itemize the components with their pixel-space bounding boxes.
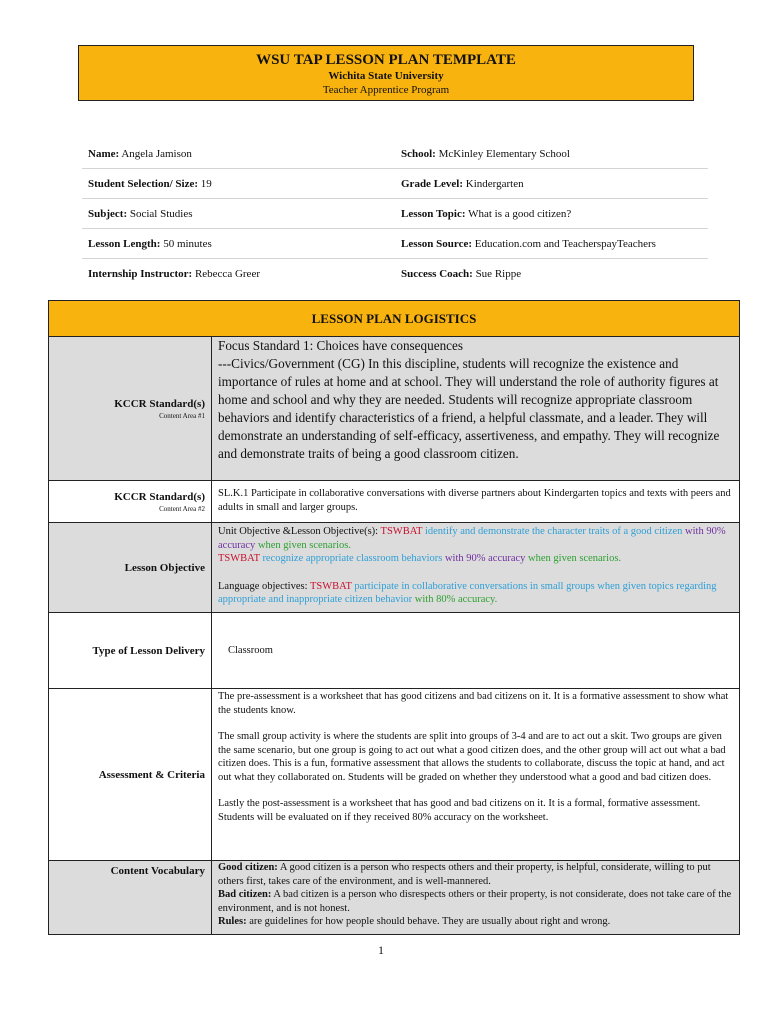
name-value: Angela Jamison (121, 147, 192, 160)
assessment-pre: The pre-assessment is a worksheet that has good citizens and bad citizens on it. It is a formative assessment to show what the students know. (218, 691, 729, 716)
name-label: Name: (88, 147, 120, 160)
kccr2-label-cell (49, 481, 212, 522)
kccr2-sub: Content Area #2 (159, 504, 205, 513)
vocab-term: Good citizen: (218, 862, 278, 873)
info-row (82, 259, 708, 288)
grade-label: Grade Level: (401, 177, 464, 190)
delivery-label: Type of Lesson Delivery (92, 644, 205, 657)
obj-text: Language objectives: (218, 580, 310, 592)
info-row (82, 199, 708, 229)
assessment-content (212, 689, 739, 860)
obj-behavior: recognize appropriate classroom behaviors (259, 553, 443, 564)
obj-behavior: identify and demonstrate the character traits of a good citizen (422, 526, 683, 537)
source-label: Lesson Source: (401, 237, 472, 250)
objective-lesson (218, 552, 734, 566)
coach-label: Success Coach: (401, 267, 473, 280)
objective-content (212, 523, 739, 612)
content-vocabulary-row (49, 861, 739, 934)
obj-tswbat: TSWBAT (218, 553, 260, 564)
page-number: 1 (378, 943, 384, 957)
logistics-table (48, 300, 740, 935)
assessment-row (49, 689, 739, 861)
document-title: WSU TAP LESSON PLAN TEMPLATE (256, 52, 516, 68)
obj-criteria: with 90% accuracy (218, 526, 726, 551)
objective-label: Lesson Objective (124, 561, 205, 574)
kccr1-content (212, 337, 739, 480)
instructor-value: Rebecca Greer (194, 267, 260, 280)
kccr-standard-2-row (49, 481, 739, 523)
lesson-delivery-row (49, 613, 739, 689)
kccr2-content: SL.K.1 Participate in collaborative conversations with diverse partners about Kindergarten topics and texts with peers and adults in small and larger groups. (218, 488, 731, 513)
topic-cell (395, 208, 708, 220)
obj-tswbat: TSWBAT (309, 580, 352, 592)
delivery-label-cell (49, 613, 212, 688)
subject-label: Subject: (88, 207, 128, 220)
obj-criteria: with 80% accuracy. (412, 594, 498, 605)
info-row (82, 139, 708, 169)
kccr1-text: ---Civics/Government (CG) In this discipline, students will recognize the existence and importance of rules at home and at school. They will understand the role of authority figures at home and school and why they are needed. Students will recognize appropriate classroom behaviors and identify characteristics of a friend, a helpful classmate, and a leader. They will demonstrate an understanding of self-efficacy, assertiveness, and empathy. They will recognize and demonstrate traits of being a good classroom citizen. (218, 356, 720, 461)
selection-label: Student Selection/ Size: (88, 177, 198, 190)
subject-value: Social Studies (129, 207, 193, 220)
vocab-definition: A good citizen is a person who respects others and their property, is helpful, considerate, willing to put others first, takes care of the environment, and is well-mannered. (218, 862, 711, 887)
source-value: Education.com and TeacherspayTeachers (474, 237, 656, 250)
objective-label-cell (49, 523, 212, 612)
vocab-label: Content Vocabulary (110, 865, 205, 877)
objective-language (218, 580, 734, 607)
source-cell (395, 238, 708, 250)
info-row (82, 169, 708, 199)
vocab-rules (218, 915, 734, 929)
obj-text: Unit Objective &Lesson Objective(s): (218, 526, 381, 537)
obj-tswbat: TSWBAT (380, 526, 423, 537)
obj-condition: when given scenarios. (255, 539, 351, 551)
vocab-bad-citizen (218, 888, 734, 915)
obj-behavior: participate in collaborative conversations in small groups when given topics regarding appropriate and inappropriate citizen behavior (218, 580, 717, 605)
kccr1-focus: Focus Standard 1: Choices have consequences (218, 338, 464, 353)
school-cell (395, 148, 708, 160)
length-value: 50 minutes (163, 237, 212, 250)
kccr1-label: KCCR Standard(s) (114, 397, 205, 410)
university-name: Wichita State University (328, 70, 444, 82)
kccr1-label-cell (49, 337, 212, 480)
program-name: Teacher Apprentice Program (322, 84, 450, 96)
info-row (82, 229, 708, 259)
vocab-content (212, 861, 739, 934)
vocab-good-citizen (218, 861, 734, 888)
school-value: McKinley Elementary School (438, 147, 570, 160)
info-table (82, 139, 708, 288)
selection-value: 19 (200, 177, 212, 190)
vocab-term: Rules: (218, 916, 247, 927)
obj-criteria: with 90% accuracy (442, 553, 526, 564)
delivery-value: Classroom (228, 644, 273, 656)
kccr2-label: KCCR Standard(s) (114, 490, 205, 503)
assessment-group: The small group activity is where the students are split into groups of 3-4 and are to act out a skit. Two groups are given the same scenario, but one group is going to act out what a good citizen does, and the other group will act out what a bad citizen does. This is a fun, formative assessment that allows the students to collaborate, discuss the topic at hand, and act out what they collaborated on. Students will be graded on whether they understood what a good and bad citizen does. (218, 731, 726, 783)
instructor-cell (82, 268, 395, 280)
school-label: School: (401, 147, 436, 160)
length-cell (82, 238, 395, 250)
selection-cell (82, 178, 395, 190)
kccr-standard-1-row (49, 337, 739, 481)
vocab-definition: A bad citizen is a person who disrespects others or their property, is not considerate, does not take care of the environment, and is not honest. (218, 889, 732, 914)
topic-value: What is a good citizen? (468, 207, 572, 220)
delivery-content (212, 613, 739, 688)
assessment-post: Lastly the post-assessment is a worksheet that has good and bad citizens on it. It is a formal, formative assessment. Students will be evaluated on if they received 80% accuracy on the worksheet. (218, 798, 701, 823)
name-cell (82, 148, 395, 160)
coach-cell (395, 268, 708, 280)
instructor-label: Internship Instructor: (88, 267, 193, 280)
assessment-label: Assessment & Criteria (98, 768, 205, 781)
grade-cell (395, 178, 708, 190)
objective-unit (218, 525, 734, 552)
subject-cell (82, 208, 395, 220)
assessment-label-cell (49, 689, 212, 860)
lesson-objective-row (49, 523, 739, 613)
vocab-definition: are guidelines for how people should behave. They are usually about right and wrong. (246, 916, 611, 927)
template-header (78, 45, 694, 101)
vocab-term: Bad citizen: (218, 889, 272, 900)
topic-label: Lesson Topic: (401, 207, 466, 220)
kccr1-sub: Content Area #1 (159, 411, 205, 420)
obj-condition: when given scenarios. (525, 553, 622, 564)
vocab-label-cell (49, 861, 212, 934)
grade-value: Kindergarten (465, 177, 524, 190)
coach-value: Sue Rippe (475, 267, 522, 280)
logistics-title: LESSON PLAN LOGISTICS (49, 301, 739, 337)
length-label: Lesson Length: (88, 237, 161, 250)
